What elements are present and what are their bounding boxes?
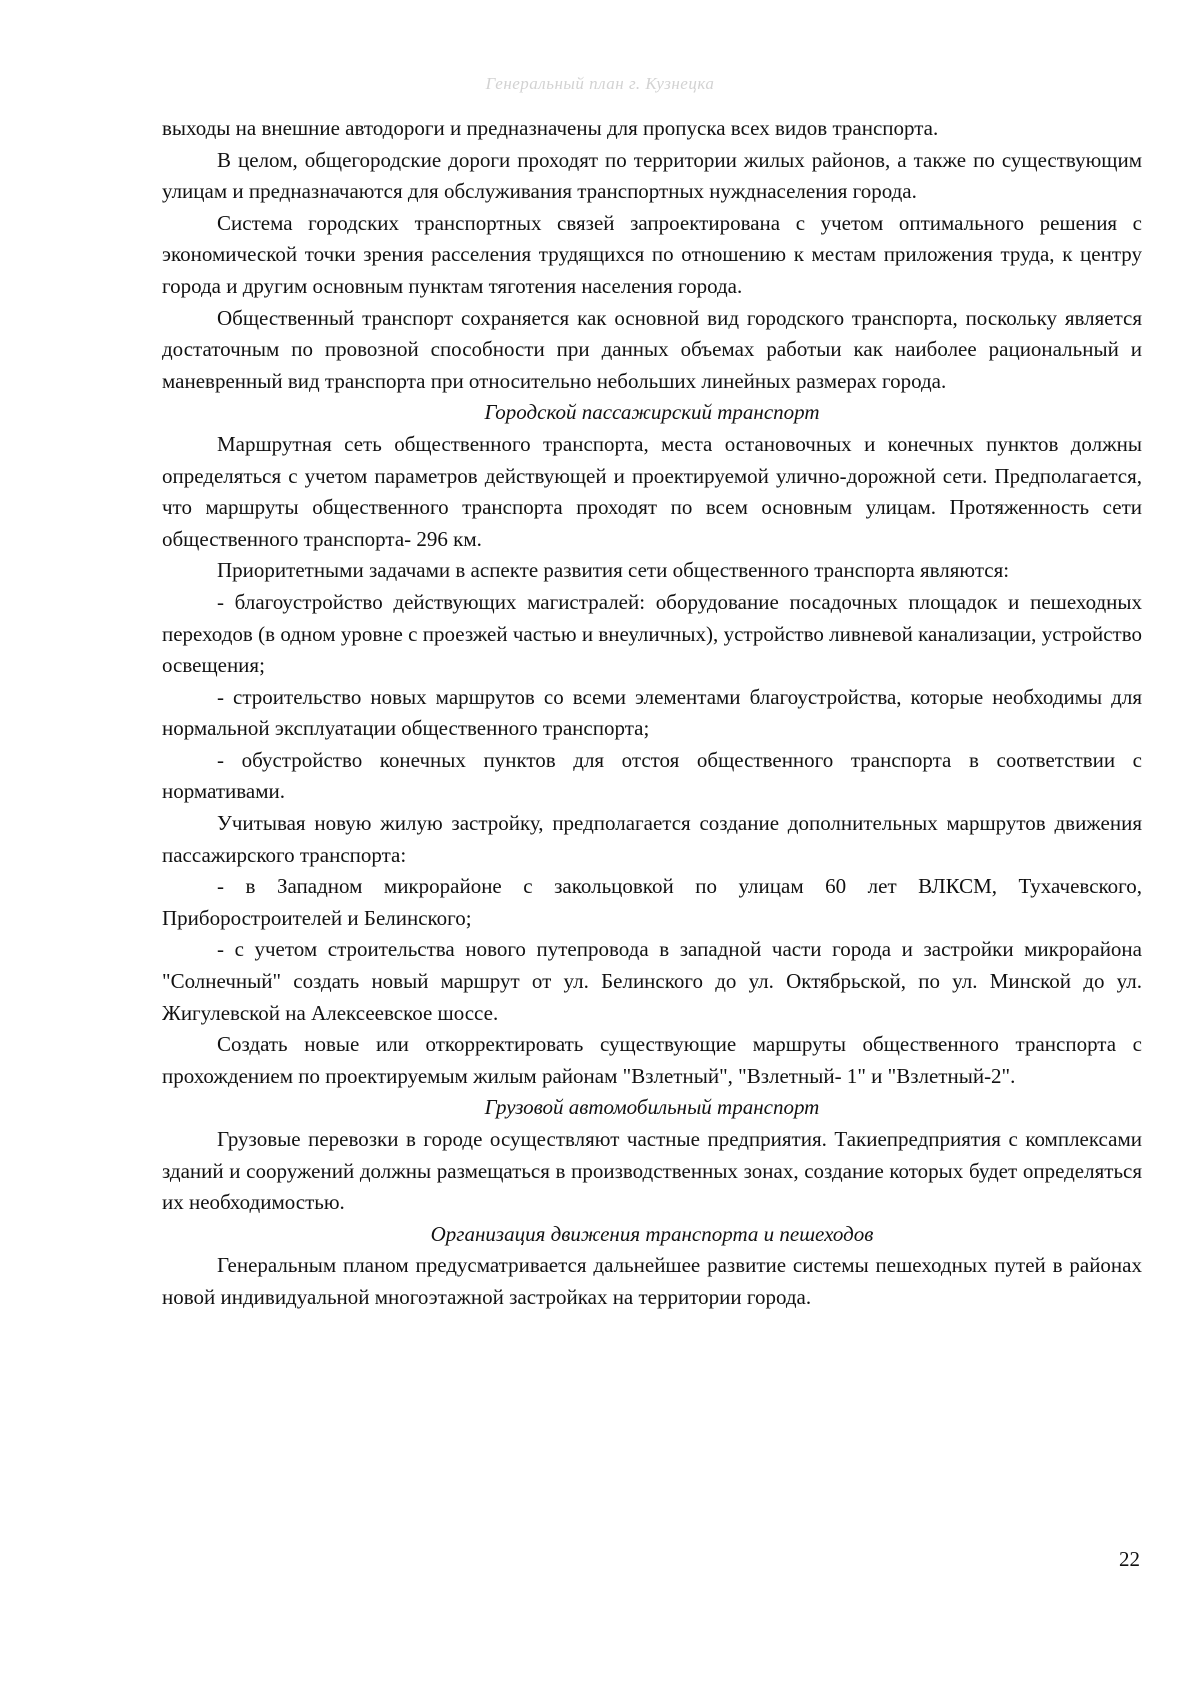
list-item: - с учетом строительства нового путепровода в западной части города и застройки микрорайона "Солнечный" создать новый маршрут от ул. Белинского до ул. Октябрьской, по ул. Минской до ул. Жигулевской на Алексеевское шоссе. bbox=[162, 937, 1142, 1025]
list-item: - обустройство конечных пунктов для отстоя общественного транспорта в соответствии с нормативами. bbox=[162, 747, 1142, 804]
page-number: 22 bbox=[1119, 1547, 1140, 1571]
section-heading-freight-transport: Грузовой автомобильный транспорт bbox=[484, 1095, 820, 1120]
paragraph: Генеральным планом предусматривается дальнейшее развитие системы пешеходных путей в районах новой индивидуальной многоэтажной застройках на территории города. bbox=[162, 1253, 1142, 1309]
paragraph: Учитывая новую жилую застройку, предполагается создание дополнительных маршрутов движения пассажирского транспорта: bbox=[162, 811, 1142, 867]
paragraph: Создать новые или откорректировать существующие маршруты общественного транспорта с прохождением по проектируемым жилым районам "Взлетный", "Взлетный- 1" и "Взлетный-2". bbox=[162, 1032, 1142, 1088]
paragraph: выходы на внешние автодороги и предназначены для пропуска всех видов транспорта. bbox=[162, 116, 939, 140]
paragraph: Система городских транспортных связей запроектирована с учетом оптимального решения с экономической точки зрения расселения трудящихся по отношению к местам приложения труда, к центру города и другим основным пунктам тяготения населения города. bbox=[162, 210, 1142, 298]
paragraph: Приоритетными задачами в аспекте развития сети общественного транспорта являются: bbox=[217, 558, 1010, 583]
document-body bbox=[162, 113, 1142, 1314]
running-header: Генеральный план г. Кузнецка bbox=[485, 74, 715, 93]
list-item: - благоустройство действующих магистралей: оборудование посадочных площадок и пешеходных переходов (в одном уровне с проезжей частью и внеуличных), устройство ливневой канализации, устройство освещения; bbox=[162, 589, 1142, 678]
list-item: - в Западном микрорайоне с закольцовкой по улицам 60 лет ВЛКСМ, Тухачевского, Приборостроителей и Белинского; bbox=[162, 874, 1142, 930]
paragraph: Маршрутная сеть общественного транспорта, места остановочных и конечных пунктов должны определяться с учетом параметров действующей и проектируемой улично-дорожной сети. Предполагается, что маршруты общественного транспорта проходят по всем основным улицам. Протяженность сети общественного транспорта- 296 км. bbox=[162, 431, 1142, 551]
paragraph: Общественный транспорт сохраняется как основной вид городского транспорта, поскольку является достаточным по провозной способности при данных объемах работыи как наиболее рациональный и маневренный вид транспорта при относительно небольших линейных размерах города. bbox=[162, 305, 1142, 393]
section-heading-passenger-transport: Городской пассажирский транспорт bbox=[484, 400, 820, 425]
list-item: - строительство новых маршрутов со всеми элементами благоустройства, которые необходимы для нормальной эксплуатации общественного транспорта; bbox=[162, 684, 1142, 741]
section-heading-traffic-organization: Организация движения транспорта и пешеходов bbox=[430, 1221, 874, 1246]
paragraph: В целом, общегородские дороги проходят по территории жилых районов, а также по существующим улицам и предназначаются для обслуживания транспортных нужднаселения города. bbox=[162, 147, 1142, 204]
paragraph: Грузовые перевозки в городе осуществляют частные предприятия. Такиепредприятия с комплексами зданий и сооружений должны размещаться в производственных зонах, создание которых будет определяться их необходимостью. bbox=[162, 1127, 1142, 1215]
